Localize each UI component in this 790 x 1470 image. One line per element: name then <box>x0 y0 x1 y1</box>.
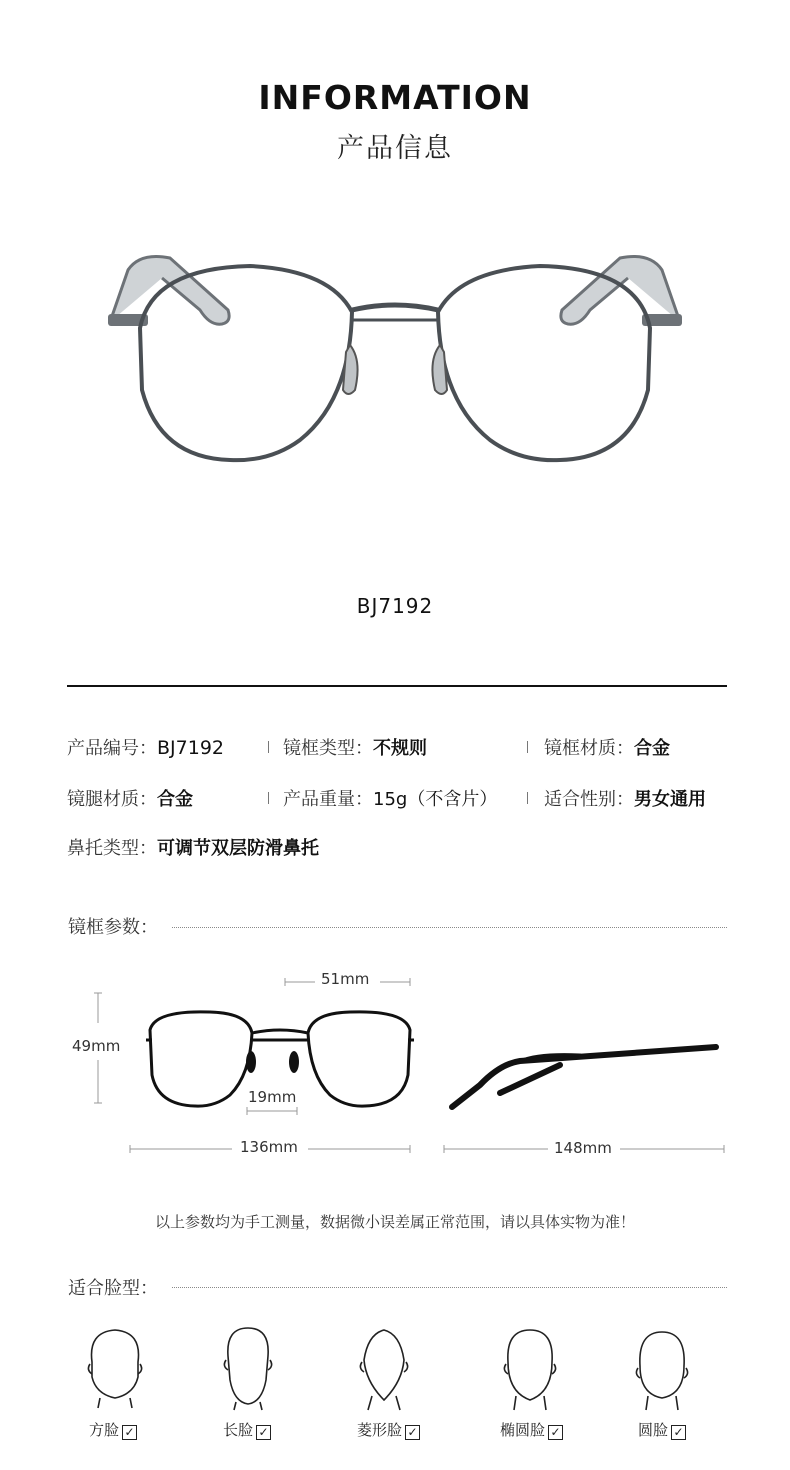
spec-gender <box>544 785 706 811</box>
face-shape-label: 方脸 <box>89 1421 120 1439</box>
spec-frame-type <box>283 734 427 760</box>
spec-separator <box>527 741 528 753</box>
spec-key: 鼻托类型： <box>67 838 157 859</box>
spec-key: 适合性别： <box>544 789 634 810</box>
round-face-icon <box>636 1332 687 1410</box>
spec-value: 合金 <box>634 738 670 759</box>
spec-key: 产品编号： <box>67 738 157 759</box>
checkbox-icon: ✓ <box>256 1425 271 1440</box>
face-shape-label: 椭圆脸 <box>500 1421 546 1439</box>
spec-key: 镜框类型： <box>283 738 373 759</box>
square-face-icon <box>88 1330 141 1408</box>
spec-separator <box>527 792 528 804</box>
lens-width-label: 51mm <box>321 970 370 988</box>
spec-value: 合金 <box>157 789 193 810</box>
face-shape-item <box>357 1419 420 1440</box>
face-shape-label: 长脸 <box>223 1421 254 1439</box>
frame-width-label: 136mm <box>240 1138 298 1156</box>
face-shapes-title: 适合脸型： <box>68 1278 158 1299</box>
spec-value: BJ7192 <box>157 737 224 759</box>
face-shape-item <box>223 1419 271 1440</box>
spec-weight <box>283 785 497 811</box>
measurement-note: 以上参数均为手工测量，数据微小误差属正常范围，请以具体实物为准！ <box>154 1213 635 1231</box>
page-title-cn: 产品信息 <box>337 133 453 164</box>
spec-frame-material <box>544 734 670 760</box>
spec-value: 15g（不含片） <box>373 789 498 810</box>
spec-key: 产品重量： <box>283 789 373 810</box>
face-shape-icons <box>0 1322 790 1412</box>
face-shape-item <box>500 1419 563 1440</box>
lens-height-label: 49mm <box>72 1037 121 1055</box>
spec-product-code <box>67 734 224 760</box>
spec-separator <box>268 792 269 804</box>
checkbox-icon: ✓ <box>122 1425 137 1440</box>
oval-face-icon <box>504 1330 555 1410</box>
checkbox-icon: ✓ <box>548 1425 563 1440</box>
diamond-face-icon <box>360 1330 407 1410</box>
face-shape-label: 圆脸 <box>638 1421 669 1439</box>
spec-temple-material <box>67 785 193 811</box>
bridge-label: 19mm <box>248 1088 297 1106</box>
frame-params-title: 镜框参数： <box>68 917 158 938</box>
face-shape-item <box>89 1419 137 1440</box>
spec-value: 男女通用 <box>634 789 706 810</box>
page-title-en: INFORMATION <box>258 78 532 117</box>
spec-value: 不规则 <box>373 738 427 759</box>
spec-separator <box>268 741 269 753</box>
divider <box>67 685 727 687</box>
face-shape-label: 菱形脸 <box>357 1421 403 1439</box>
spec-key: 镜框材质： <box>544 738 634 759</box>
frame-diagram <box>60 965 740 1165</box>
spec-value: 可调节双层防滑鼻托 <box>157 838 319 859</box>
dotted-divider <box>172 1287 727 1288</box>
product-model: BJ7192 <box>356 594 434 618</box>
long-face-icon <box>224 1328 271 1410</box>
checkbox-icon: ✓ <box>405 1425 420 1440</box>
face-shape-item <box>638 1419 686 1440</box>
checkbox-icon: ✓ <box>671 1425 686 1440</box>
glasses-product-image <box>100 240 690 480</box>
dotted-divider <box>172 927 727 928</box>
spec-nose-pad <box>67 834 319 860</box>
spec-key: 镜腿材质： <box>67 789 157 810</box>
temple-length-label: 148mm <box>554 1139 612 1157</box>
